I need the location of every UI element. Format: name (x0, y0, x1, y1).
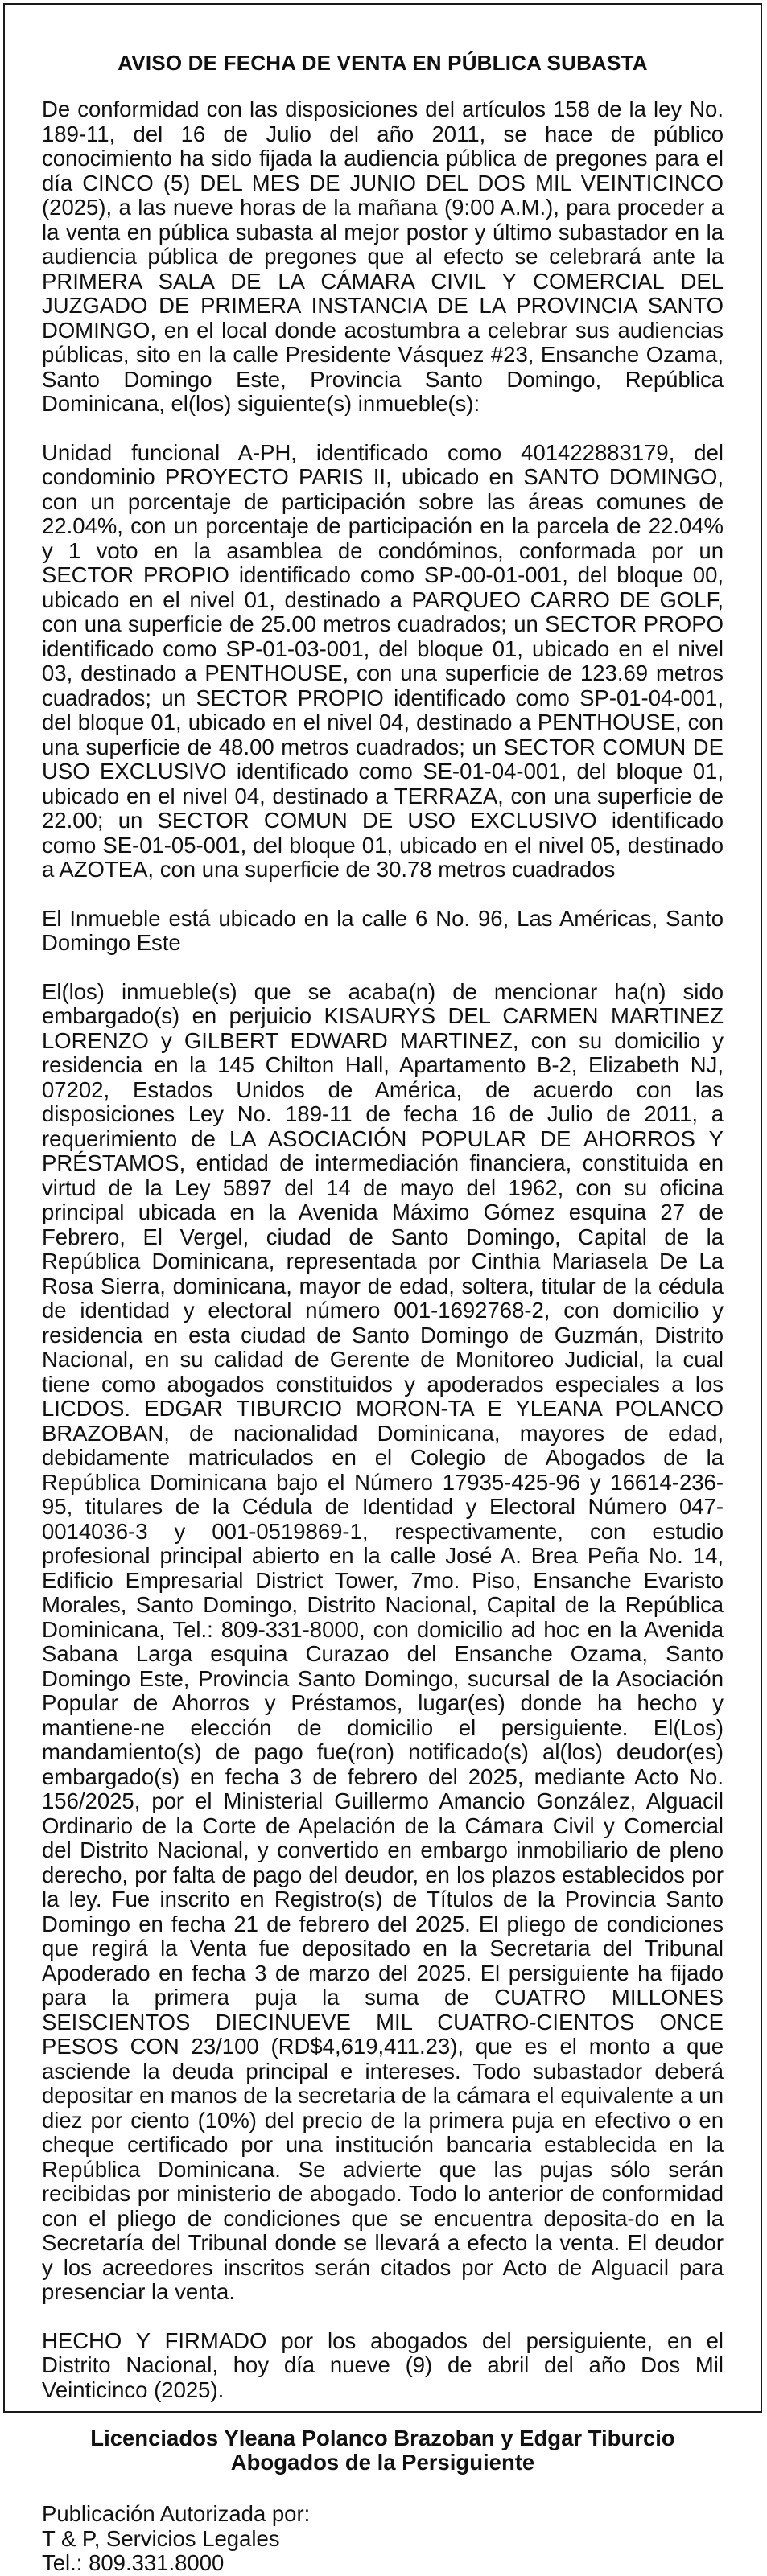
paragraph-hearing-notice: De conformidad con las disposiciones del artículos 158 de la ley No. 189-11, del 16 de Julio del año 2011, se hace de público conocimiento ha sido fijada la audiencia pública de pregones para el día CINCO (5) DEL MES DE JUNIO DEL DOS MIL VEINTICINCO (2025), a las nueve horas de la mañana (9:00 A.M.), para proceder a la venta en pública subasta al mejor postor y último subastador en la audiencia pública de pregones que al efecto se celebrará ante la PRIMERA SALA DE LA CÁMARA CIVIL Y COMERCIAL DEL JUZGADO DE PRIMERA INSTANCIA DE LA PROVINCIA SANTO DOMINGO, en el local donde acostumbra a celebrar sus audiencias públicas, sito en la calle Presidente Vásquez #23, Ensanche Ozama, Santo Domingo Este, Provincia Santo Domingo, República Dominicana, el(los) siguiente(s) inmueble(s): (42, 97, 724, 416)
publication-footer (42, 2502, 724, 2576)
signature-block (42, 2426, 724, 2475)
notice-title: AVISO DE FECHA DE VENTA EN PÚBLICA SUBASTA (118, 51, 648, 75)
paragraph-signed-date: HECHO Y FIRMADO por los abogados del persiguiente, en el Distrito Nacional, hoy día nueve (9) de abril del año Dos Mil Veinticinco (2025). (42, 2327, 724, 2402)
paragraph-property-description: Unidad funcional A-PH, identificado como 401422883179, del condominio PROYECTO PARIS II, ubicado en SANTO DOMINGO, con un porcentaje de participación sobre las áreas comunes de 22.04%, con un porcentaje de participación en la parcela de 22.04% y 1 voto en la asamblea de condóminos, conformada por un SECTOR PROPIO identificado como SP-00-01-001, del bloque 00, ubicado en el nivel 01, destinado a PARQUEO CARRO DE GOLF, con una superficie de 25.00 metros cuadrados; un SECTOR PROPO identificado como SP-01-03-001, del bloque 01, ubicado en el nivel 03, destinado a PENTHOUSE, con una superficie de 123.69 metros cuadrados; un SECTOR PROPIO identificado como SP-01-04-001, del bloque 01, ubicado en el nivel 04, destinado a PENTHOUSE, con una superficie de 48.00 metros cuadrados; un SECTOR COMUN DE USO EXCLUSIVO identificado como SE-01-04-001, del bloque 01, ubicado en el nivel 04, destinado a TERRAZA, con una superficie de 22.00; un SECTOR COMUN DE USO EXCLUSIVO identificado como SE-01-05-001, del bloque 01, ubicado en el nivel 05, destinado a AZOTEA, con una superficie de 30.78 metros cuadrados (42, 439, 724, 882)
footer-firm-name: T & P, Servicios Legales (42, 2525, 280, 2551)
paragraph-property-location: El Inmueble está ubicado en la calle 6 No. 96, Las Américas, Santo Domingo Este (42, 905, 724, 955)
signature-lawyers: Licenciados Yleana Polanco Brazoban y Edgar Tiburcio (90, 2426, 675, 2450)
notice-body (42, 50, 724, 2576)
paragraph-seizure-details: El(los) inmueble(s) que se acaba(n) de mencionar ha(n) sido embargado(s) en perjuicio KISAURYS DEL CARMEN MARTINEZ LORENZO y GILBERT EDWARD MARTINEZ, con su domicilio y residencia en la 145 Chilton Hall, Apartamento B-2, Elizabeth NJ, 07202, Estados Unidos de América, de acuerdo con las disposiciones Ley No. 189-11 de fecha 16 de Julio de 2011, a requerimiento de LA ASOCIACIÓN POPULAR DE AHORROS Y PRÉSTAMOS, entidad de intermediación financiera, constituida en virtud de la Ley 5897 del 14 de mayo del 1962, con su oficina principal ubicada en la Avenida Máximo Gómez esquina 27 de Febrero, El Vergel, ciudad de Santo Domingo, Capital de la República Dominicana, representada por Cinthia Mariasela De La Rosa Sierra, dominicana, mayor de edad, soltera, titular de la cédula de identidad y electoral número 001-1692768-2, con domicilio y residencia en esta ciudad de Santo Domingo de Guzmán, Distrito Nacional, en su calidad de Gerente de Monitoreo Judicial, la cual tiene como abogados constituidos y apoderados especiales a los LICDOS. EDGAR TIBURCIO MORON-TA E YLEANA POLANCO BRAZOBAN, de nacionalidad Dominicana, mayores de edad, debidamente matriculados en el Colegio de Abogados de la República Dominicana bajo el Número 17935-425-96 y 16614-236-95, titulares de la Cédula de Identidad y Electoral Número 047-0014036-3 y 001-0519869-1, respectivamente, con estudio profesional principal abierto en la calle José A. Brea Peña No. 14, Edificio Empresarial District Tower, 7mo. Piso, Ensanche Evaristo Morales, Santo Domingo, Distrito Nacional, Capital de la República Dominicana, Tel.: 809-331-8000, con domicilio ad hoc en la Avenida Sabana Larga esquina Curazao del Ensanche Ozama, Santo Domingo Este, Provincia Santo Domingo, sucursal de la Asociación Popular de Ahorros y Préstamos, lugar(es) donde ha hecho y mantiene-ne elección de domicilio el persiguiente. El(Los) mandamiento(s) de pago fue(ron) notificado(s) al(los) deudor(es) embargado(s) en fecha 3 de febrero del 2025, mediante Acto No. 156/2025, por el Ministerial Guillermo Amancio González, Alguacil Ordinario de la Corte de Apelación de la Cámara Civil y Comercial del Distrito Nacional, y convertido en embargo inmobiliario de pleno derecho, por falta de pago del deudor, en los plazos establecidos por la ley. Fue inscrito en Registro(s) de Títulos de la Provincia Santo Domingo en fecha 21 de febrero del 2025. El pliego de condiciones que regirá la Venta fue depositado en la Secretaria del Tribunal Apoderado en fecha 3 de marzo del 2025. El persiguiente ha fijado para la primera puja la suma de CUATRO MILLONES SEISCIENTOS DIECINUEVE MIL CUATRO-CIENTOS ONCE PESOS CON 23/100 (RD$4,619,411.23), que es el monto a que asciende la deuda principal e intereses. Todo subastador deberá depositar en manos de la secretaria de la cámara el equivalente a un diez por ciento (10%) del precio de la primera puja en efectivo o en cheque certificado por una institución bancaria establecida en la República Dominicana. Se advierte que las pujas sólo serán recibidas por ministerio de abogado. Todo lo anterior de conformidad con el pliego de condiciones que se encuentra deposita-do en la Secretaría del Tribunal donde se llevará a efecto la venta. El deudor y los acreedores inscritos serán citados por Acto de Alguacil para presenciar la venta. (42, 978, 724, 2304)
signature-role: Abogados de la Persiguiente (230, 2450, 535, 2475)
footer-phone: Tel.: 809.331.8000 (42, 2550, 225, 2575)
footer-authorized-by: Publicación Autorizada por: (42, 2501, 311, 2526)
